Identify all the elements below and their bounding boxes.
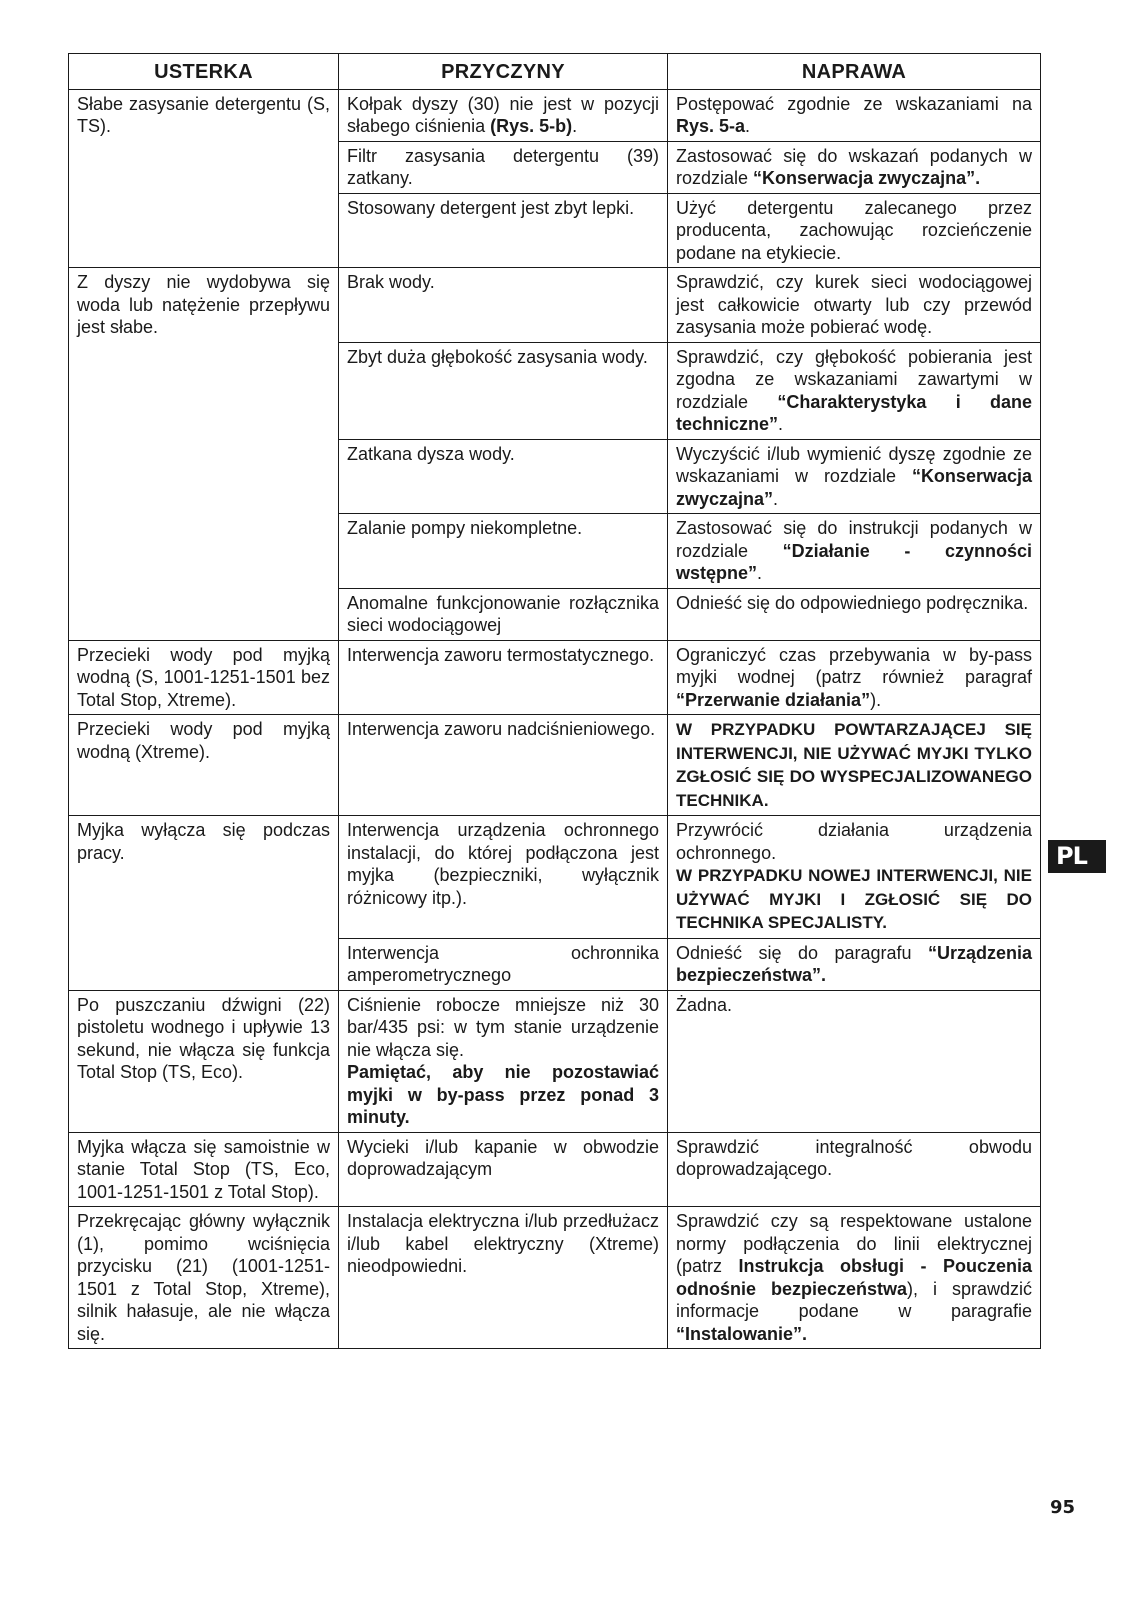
fault-cell: Przekręcając główny wyłącznik (1), pomimo wciśnięcia przycisku (21) (1001-1251-1501 z Total Stop, Xtreme), silnik hałasuje, ale nie włącza się. [69, 1207, 339, 1349]
fault-cell: Słabe zasysanie detergentu (S, TS). [69, 89, 339, 268]
cause-cell: Brak wody. [339, 268, 668, 343]
remedy-cell: Odnieść się do odpowiedniego podręcznika. [668, 588, 1041, 640]
cause-cell: Zbyt duża głębokość zasysania wody. [339, 342, 668, 439]
cause-cell: Interwencja ochronnika amperometrycznego [339, 938, 668, 990]
remedy-cell: Wyczyścić i/lub wymienić dyszę zgodnie ze wskazaniami w rozdziale “Konserwacja zwyczajna”. [668, 439, 1041, 514]
remedy-cell: Żadna. [668, 990, 1041, 1132]
page-number: 95 [1050, 1497, 1076, 1518]
fault-cell: Myjka wyłącza się podczas pracy. [69, 816, 339, 991]
cause-cell: Kołpak dyszy (30) nie jest w pozycji słabego ciśnienia (Rys. 5-b). [339, 89, 668, 141]
cause-cell: Interwencja zaworu nadciśnieniowego. [339, 715, 668, 816]
table-header-row [69, 54, 1041, 90]
header-remedy: NAPRAWA [668, 54, 1041, 90]
fault-cell: Przecieki wody pod myjką wodną (Xtreme). [69, 715, 339, 816]
remedy-cell: Sprawdzić, czy kurek sieci wodociągowej jest całkowicie otwarty lub czy przewód zasysania może pobierać wodę. [668, 268, 1041, 343]
remedy-cell: Przywrócić działania urządzenia ochronnego. W PRZYPADKU NOWEJ INTERWENCJI, NIE UŻYWAĆ MYJKI I ZGŁOSIĆ SIĘ DO TECHNIKA SPECJALISTY. [668, 816, 1041, 939]
remedy-cell: W PRZYPADKU POWTARZAJĄCEJ SIĘ INTERWENCJI, NIE UŻYWAĆ MYJKI TYLKO ZGŁOSIĆ SIĘ DO WYSPECJALIZOWANEGO TECHNIKA. [668, 715, 1041, 816]
header-causes: PRZYCZYNY [339, 54, 668, 90]
remedy-cell: Ograniczyć czas przebywania w by-pass myjki wodnej (patrz również paragraf “Przerwanie działania”). [668, 640, 1041, 715]
cause-cell: Ciśnienie robocze mniejsze niż 30 bar/435 psi: w tym stanie urządzenie nie włącza się. Pamiętać, aby nie pozostawiać myjki w by-pass przez ponad 3 minuty. [339, 990, 668, 1132]
fault-cell: Z dyszy nie wydobywa się woda lub natężenie przepływu jest słabe. [69, 268, 339, 641]
cause-cell: Instalacja elektryczna i/lub przedłużacz i/lub kabel elektryczny (Xtreme) nieodpowiedni. [339, 1207, 668, 1349]
fault-cell: Po puszczaniu dźwigni (22) pistoletu wodnego i upływie 13 sekund, nie włącza się funkcja Total Stop (TS, Eco). [69, 990, 339, 1132]
cause-cell: Zalanie pompy niekompletne. [339, 514, 668, 589]
table-row [69, 89, 1041, 141]
cause-cell: Zatkana dysza wody. [339, 439, 668, 514]
cause-cell: Stosowany detergent jest zbyt lepki. [339, 193, 668, 268]
language-tab: PL [1048, 840, 1106, 873]
remedy-cell: Zastosować się do wskazań podanych w rozdziale “Konserwacja zwyczajna”. [668, 141, 1041, 193]
header-fault: USTERKA [69, 54, 339, 90]
cause-cell: Interwencja urządzenia ochronnego instalacji, do której podłączona jest myjka (bezpieczniki, wyłącznik różnicowy itp.). [339, 816, 668, 939]
remedy-cell: Odnieść się do paragrafu “Urządzenia bezpieczeństwa”. [668, 938, 1041, 990]
remedy-cell: Sprawdzić czy są respektowane ustalone normy podłączenia do linii elektrycznej (patrz Instrukcja obsługi - Pouczenia odnośnie bezpieczeństwa), i sprawdzić informacje podane w paragrafie “Instalowanie”. [668, 1207, 1041, 1349]
table-row [69, 990, 1041, 1132]
fault-cell: Przecieki wody pod myjką wodną (S, 1001-1251-1501 bez Total Stop, Xtreme). [69, 640, 339, 715]
remedy-cell: Zastosować się do instrukcji podanych w rozdziale “Działanie - czynności wstępne”. [668, 514, 1041, 589]
cause-cell: Anomalne funkcjonowanie rozłącznika sieci wodociągowej [339, 588, 668, 640]
remedy-cell: Postępować zgodnie ze wskazaniami na Rys. 5-a. [668, 89, 1041, 141]
cause-cell: Wycieki i/lub kapanie w obwodzie doprowadzającym [339, 1132, 668, 1207]
remedy-cell: Sprawdzić, czy głębokość pobierania jest zgodna ze wskazaniami zawartymi w rozdziale “Charakterystyka i dane techniczne”. [668, 342, 1041, 439]
table-row [69, 268, 1041, 343]
table-row [69, 1132, 1041, 1207]
cause-cell: Filtr zasysania detergentu (39) zatkany. [339, 141, 668, 193]
table-row [69, 715, 1041, 816]
table-row [69, 1207, 1041, 1349]
troubleshooting-table [68, 53, 1041, 1349]
table-row [69, 640, 1041, 715]
remedy-cell: Użyć detergentu zalecanego przez producenta, zachowując rozcieńczenie podane na etykiecie. [668, 193, 1041, 268]
remedy-cell: Sprawdzić integralność obwodu doprowadzającego. [668, 1132, 1041, 1207]
table-row [69, 816, 1041, 939]
cause-cell: Interwencja zaworu termostatycznego. [339, 640, 668, 715]
fault-cell: Myjka włącza się samoistnie w stanie Total Stop (TS, Eco, 1001-1251-1501 z Total Stop). [69, 1132, 339, 1207]
